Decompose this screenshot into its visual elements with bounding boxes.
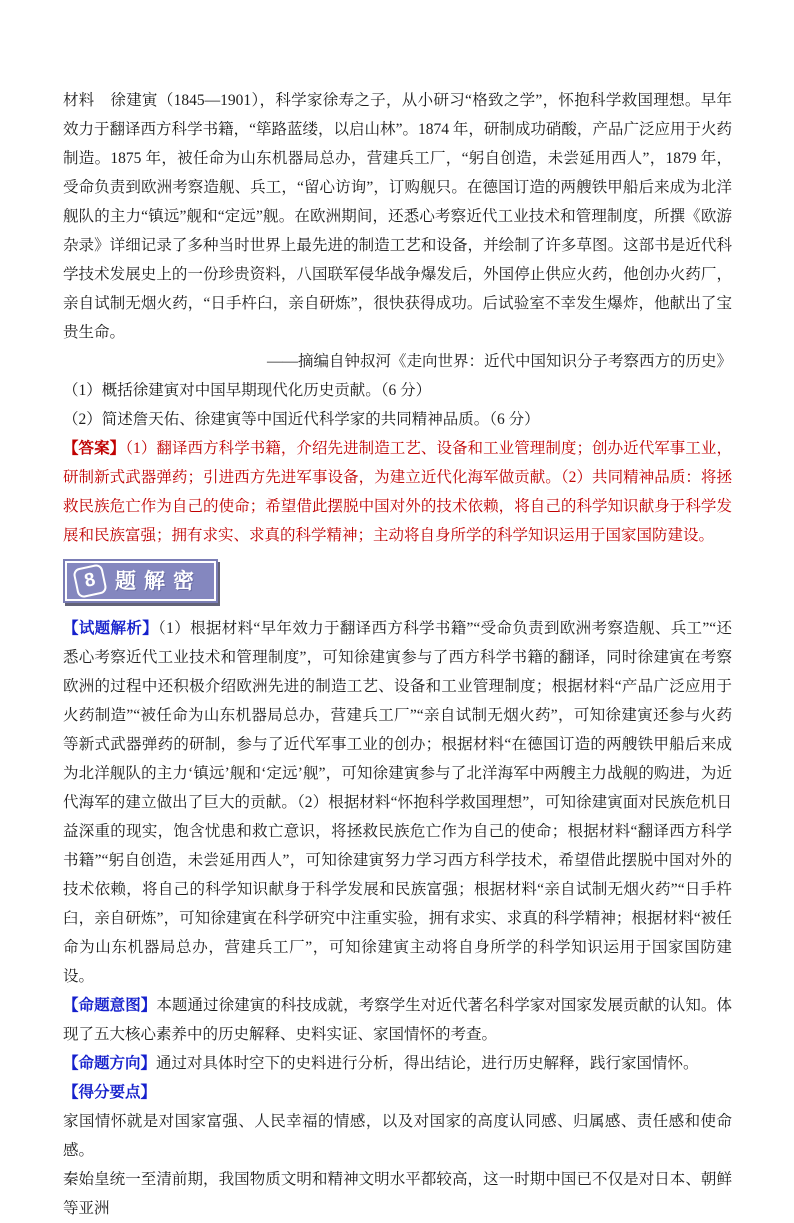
badge-8-icon: 8 xyxy=(72,563,108,599)
section-badge-row xyxy=(63,559,732,605)
direction-label: 【命题方向】 xyxy=(63,1055,157,1072)
answer-label: 【答案】 xyxy=(63,440,126,457)
question-1: （1）概括徐建寅对中国早期现代化历史贡献。（6 分） xyxy=(63,382,432,399)
question-decode-badge xyxy=(63,559,218,603)
analysis-paragraph xyxy=(63,614,732,991)
intent-body: 本题通过徐建寅的科技成就，考察学生对近代著名科学家对国家发展贡献的认知。体现了五大核心素养中的历史解释、史料实证、家国情怀的考查。 xyxy=(63,997,732,1043)
intent-paragraph xyxy=(63,991,732,1049)
direction-paragraph xyxy=(63,1049,732,1078)
answer-paragraph xyxy=(63,434,732,550)
material-paragraph: 材料 徐建寅（1845—1901），科学家徐寿之子，从小研习“格致之学”，怀抱科学救国理想。早年效力于翻译西方科学书籍，“筚路蓝缕，以启山林”。1874 年，研制成功硝酸，产品广泛应用于火药制造。1875 年，被任命为山东机器局总办，营建兵工厂，“躬自创造，未尝延用西人”，1879 年，受命负责到欧洲考察造舰、兵工，“留心访询”，订购舰只。在德国订造的两艘铁甲船后来成为北洋舰队的主力“镇远”舰和“定远”舰。在欧洲期间，还悉心考察近代工业技术和管理制度，所撰《欧游杂录》详细记录了多种当时世界上最先进的制造工艺和设备，并绘制了许多草图。这部书是近代科学技术发展史上的一份珍贵资料，八国联军侵华战争爆发后，外国停止供应火药，他创办火药厂，亲自试制无烟火药，“日手杵臼，亲自研炼”，很快获得成功。后试验室不幸发生爆炸，他献出了宝贵生命。 xyxy=(63,92,732,341)
scoring-extra: 秦始皇统一至清前期，我国物质文明和精神文明水平都较高，这一时期中国已不仅是对日本、朝鲜等亚洲 xyxy=(63,1171,732,1217)
scoring-label: 【得分要点】 xyxy=(63,1084,157,1101)
scoring-note: 家国情怀就是对国家富强、人民幸福的情感，以及对国家的高度认同感、归属感、责任感和使命感。 xyxy=(63,1113,732,1159)
intent-label: 【命题意图】 xyxy=(63,997,157,1014)
direction-body: 通过对具体时空下的史料进行分析，得出结论，进行历史解释，践行家国情怀。 xyxy=(156,1055,699,1072)
analysis-body: （1）根据材料“早年效力于翻译西方科学书籍”“受命负责到欧洲考察造舰、兵工”“还悉心考察近代工业技术和管理制度”，可知徐建寅参与了西方科学书籍的翻译，同时徐建寅在考察欧洲的过程中还积极介绍欧洲先进的制造工艺、设备和工业管理制度；根据材料“产品广泛应用于火药制造”“被任命为山东机器局总办，营建兵工厂”“亲自试制无烟火药”，可知徐建寅还参与火药等新式武器弹药的研制，参与了近代军事工业的创办；根据材料“在德国订造的两艘铁甲船后来成为北洋舰队的主力‘镇远’舰和‘定远’舰”，可知徐建寅参与了北洋海军中两艘主力战舰的购进，为近代海军的建立做出了巨大的贡献。（2）根据材料“怀抱科学救国理想”，可知徐建寅面对民族危机日益深重的现实，饱含忧患和救亡意识，将拯救民族危亡作为自己的使命；根据材料“翻译西方科学书籍”“躬自创造，未尝延用西人”，可知徐建寅努力学习西方科学技术，希望借此摆脱中国对外的技术依赖，将自己的科学知识献身于科学发展和民族富强；根据材料“亲自试制无烟火药”“日手杵臼，亲自研炼”，可知徐建寅在科学研究中注重实验，拥有求实、求真的科学精神；根据材料“被任命为山东机器局总办，营建兵工厂”，可知徐建寅主动将自身所学的科学知识运用于国家国防建设。 xyxy=(63,620,732,985)
scoring-heading xyxy=(63,1078,732,1107)
answer-body: （1）翻译西方科学书籍，介绍先进制造工艺、设备和工业管理制度；创办近代军事工业，研制新式武器弹药；引进西方先进军事设备，为建立近代化海军做贡献。（2）共同精神品质：将拯救民族危亡作为自己的使命；希望借此摆脱中国对外的技术依赖，将自己的科学知识献身于科学发展和民族富强；拥有求实、求真的科学精神；主动将自身所学的科学知识运用于国家国防建设。 xyxy=(63,440,732,544)
question-2: （2）简述詹天佑、徐建寅等中国近代科学家的共同精神品质。（6 分） xyxy=(63,411,540,428)
source-citation: ——摘编自钟叔河《走向世界：近代中国知识分子考察西方的历史》 xyxy=(266,353,732,370)
badge-inner xyxy=(75,566,202,596)
analysis-label: 【试题解析】 xyxy=(63,620,159,637)
badge-label: 题解密 xyxy=(115,569,202,593)
